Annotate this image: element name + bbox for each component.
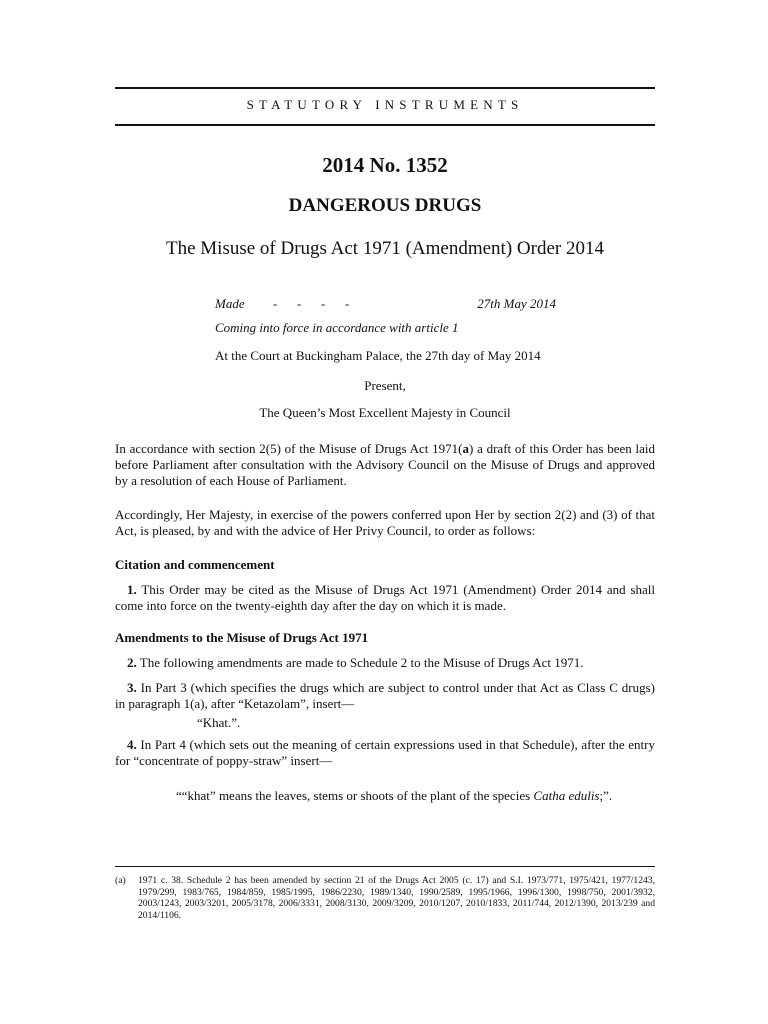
series-heading: STATUTORY INSTRUMENTS	[246, 97, 524, 112]
article-1: 1. This Order may be cited as the Misuse of Drugs Act 1971 (Amendment) Order 2014 and shall come into force on the twenty-eighth day after the day on which it is made.	[115, 582, 655, 613]
heading-citation: Citation and commencement	[115, 557, 275, 572]
heading-amendments: Amendments to the Misuse of Drugs Act 1971	[115, 630, 369, 645]
article-2: 2. The following amendments are made to Schedule 2 to the Misuse of Drugs Act 1971.	[127, 655, 584, 670]
recital-paragraph-1: In accordance with section 2(5) of the Misuse of Drugs Act 1971(a) a draft of this Order has been laid before Parliament after consultation with the Advisory Council on the Misuse of Drugs and approved by a resolution of each House of Parliament.	[115, 441, 655, 488]
recital-paragraph-2: Accordingly, Her Majesty, in exercise of the powers conferred upon Her by section 2(2) and (3) of that Act, is pleased, by and with the advice of Her Privy Council, to order as follows:	[115, 507, 655, 538]
made-line	[215, 296, 560, 312]
coming-into-force: Coming into force in accordance with article 1	[215, 320, 459, 335]
footnote-text: 1971 c. 38. Schedule 2 has been amended by section 21 of the Drugs Act 2005 (c. 17) and S.I. 1973/771, 1975/421, 1977/1243, 1979/299, 1983/765, 1984/859, 1985/1995, 1986/2230, 1989/1340, 1990/2589, 1995/1966, 1996/1300, 1998/750, 2001/3932, 2003/1243, 2003/3201, 2005/3178, 2006/3331, 2008/3130, 2009/3209, 2010/1207, 2010/1833, 2011/744, 2012/1390, 2013/239 and 2014/1106.	[138, 875, 655, 921]
article-4-insert: ““khat” means the leaves, stems or shoots of the plant of the species Catha edulis;”.	[176, 788, 613, 803]
present-line: Present,	[364, 378, 406, 393]
article-3: 3. In Part 3 (which specifies the drugs which are subject to control under that Act as Class C drugs) in paragraph 1(a), after “Ketazolam”, insert—	[115, 680, 655, 711]
court-line: At the Court at Buckingham Palace, the 27th day of May 2014	[215, 348, 541, 363]
made-dashes: - - - -	[273, 296, 350, 311]
footnote-ref: a	[462, 441, 469, 456]
subject-heading: DANGEROUS DRUGS	[288, 195, 482, 216]
order-title: The Misuse of Drugs Act 1971 (Amendment) Order 2014	[166, 238, 604, 259]
top-rule	[115, 87, 655, 89]
footnote	[115, 875, 655, 921]
species-name: Catha edulis	[533, 788, 600, 803]
article-4: 4. In Part 4 (which sets out the meaning of certain expressions used in that Schedule), after the entry for “concentrate of poppy-straw” insert—	[115, 737, 655, 768]
made-date: 27th May 2014	[477, 296, 556, 311]
bottom-rule	[115, 124, 655, 126]
footnote-rule	[115, 866, 655, 867]
made-label: Made	[215, 296, 245, 311]
si-number: 2014 No. 1352	[322, 153, 448, 177]
majesty-line: The Queen’s Most Excellent Majesty in Council	[259, 405, 511, 420]
footnote-marker: (a)	[115, 875, 126, 886]
article-3-insert: “Khat.”.	[197, 715, 241, 730]
